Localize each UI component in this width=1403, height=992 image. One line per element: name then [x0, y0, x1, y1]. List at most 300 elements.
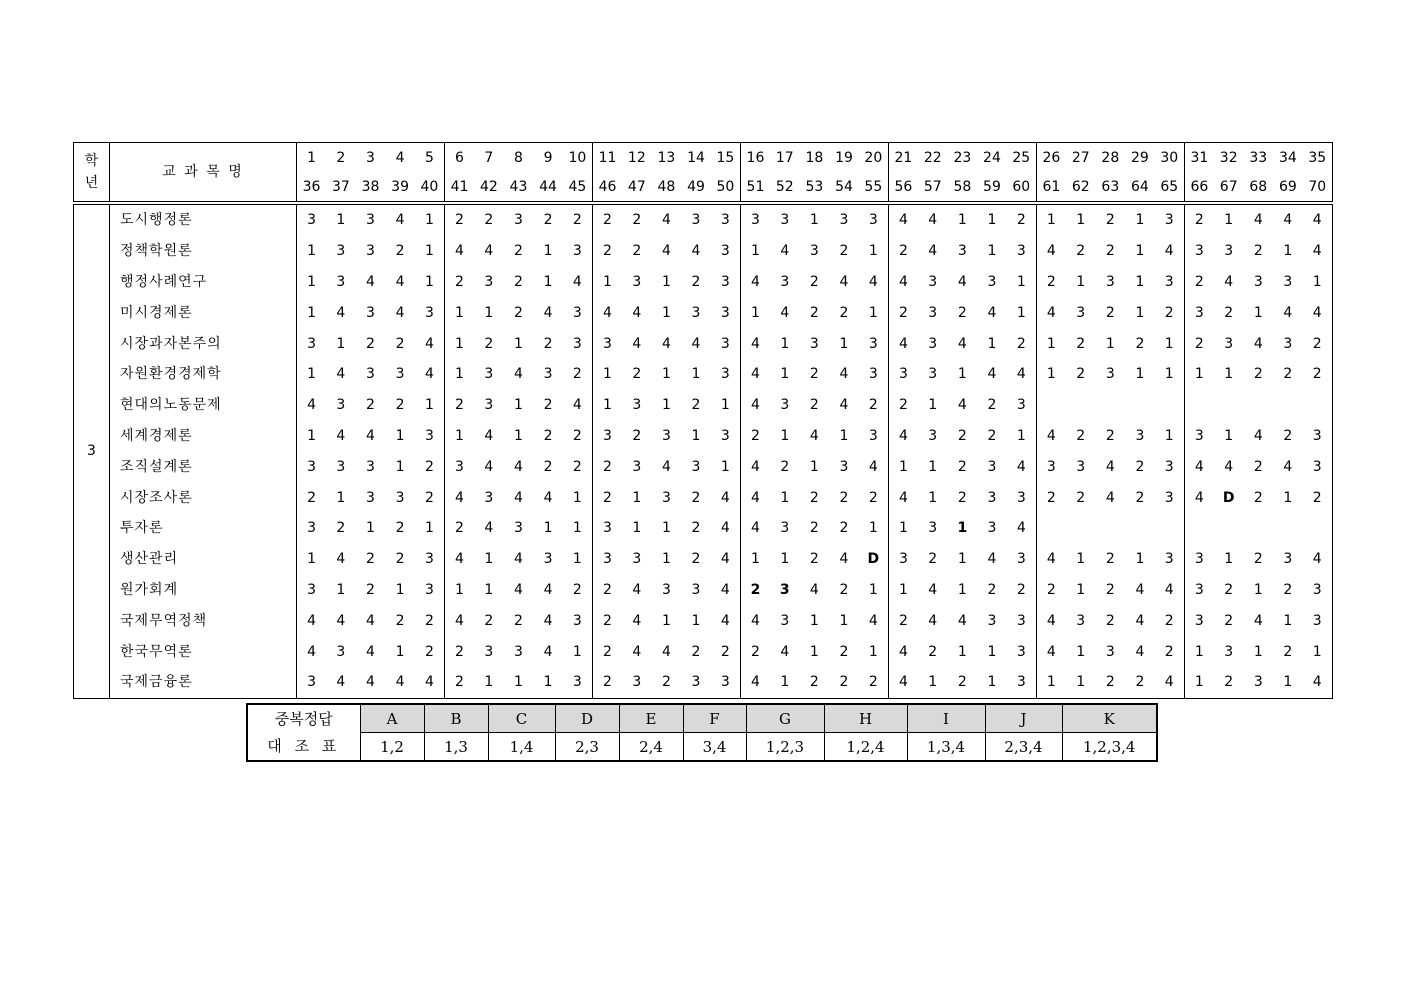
answer-cell: 2 — [592, 667, 622, 698]
answer-cell: 2 — [1105, 243, 1115, 260]
legend-title-line1: 중복정답 — [274, 709, 333, 728]
answer-cell: 4 — [1105, 458, 1115, 475]
answer-cell: 4 — [1253, 612, 1263, 629]
answer-cell: 1 — [513, 427, 523, 444]
answer-cell: 2 — [957, 304, 967, 321]
answer-cell: 1 — [928, 397, 938, 414]
answer-cell: 2 — [395, 397, 405, 414]
answer-cell: 2 — [603, 612, 612, 629]
answer-cell: 1 — [691, 427, 701, 444]
answer-cell: 4 — [543, 581, 553, 598]
question-number: 34 — [1273, 143, 1303, 173]
answer-cell: 1 — [543, 243, 553, 260]
answer-cell: 1 — [839, 335, 849, 352]
answer-cell: 3 — [1303, 575, 1333, 606]
answer-cell: 2 — [1046, 273, 1056, 290]
answer-cell: 2 — [957, 489, 967, 506]
answer-cell: 1 — [1253, 581, 1263, 598]
subject-name: 미시경제론 — [110, 297, 297, 328]
answer-cell: 2 — [513, 612, 523, 629]
question-number: 45 — [563, 172, 593, 203]
answer-cell: 1 — [977, 203, 1007, 236]
answer-cell: 3 — [563, 297, 593, 328]
answer-cell: 1 — [543, 520, 553, 537]
answer-cell: 2 — [987, 427, 997, 444]
answer-cell: 2 — [444, 203, 474, 236]
answer-cell: 2 — [948, 667, 978, 698]
answer-cell: 2 — [1135, 489, 1145, 506]
answer-cell: 4 — [336, 551, 346, 568]
answer-cell: 3 — [603, 520, 612, 537]
question-number: 29 — [1125, 143, 1155, 173]
answer-cell: 2 — [444, 667, 474, 698]
answer-cell: 2 — [928, 551, 938, 568]
answer-cell: 4 — [385, 203, 415, 236]
answer-cell: 1 — [859, 236, 889, 267]
answer-cell: 1 — [780, 366, 790, 383]
answer-cell: 2 — [1303, 482, 1333, 513]
answer-cell: 2 — [691, 643, 701, 660]
answer-cell: 2 — [839, 520, 849, 537]
answer-cell: 3 — [928, 520, 938, 537]
answer-cell: 2 — [1076, 243, 1086, 260]
answer-cell: 3 — [711, 297, 741, 328]
question-number: 11 — [592, 143, 622, 173]
legend-title — [247, 704, 360, 761]
answer-cell: 2 — [1214, 667, 1244, 698]
answer-cell: 4 — [513, 551, 523, 568]
answer-cell: 2 — [652, 667, 682, 698]
answer-cell: 2 — [711, 636, 741, 667]
answer-cell: 1 — [1224, 551, 1234, 568]
answer-cell: 2 — [839, 643, 849, 660]
answer-cell: 2 — [1184, 203, 1214, 236]
answer-cell: 2 — [1194, 273, 1204, 290]
answer-cell: 4 — [1155, 667, 1185, 698]
answer-cell: 3 — [711, 421, 741, 452]
answer-cell: 1 — [504, 667, 534, 698]
answer-cell: 2 — [829, 667, 859, 698]
question-number: 52 — [775, 178, 794, 195]
answer-cell: 3 — [1283, 551, 1293, 568]
answer-cell — [1184, 390, 1214, 421]
answer-cell: 4 — [1303, 203, 1333, 236]
answer-cell: 3 — [928, 427, 938, 444]
answer-key-table — [73, 142, 1333, 699]
answer-cell: 3 — [987, 489, 997, 506]
answer-cell: 1 — [1184, 667, 1214, 698]
answer-cell: 2 — [563, 203, 593, 236]
answer-cell: 2 — [691, 489, 701, 506]
legend-value: 1,2,4 — [824, 733, 907, 762]
question-number: 13 — [652, 143, 682, 173]
answer-cell: 4 — [543, 612, 553, 629]
answer-cell: 4 — [661, 643, 671, 660]
answer-cell: 3 — [987, 520, 997, 537]
answer-cell: 4 — [632, 612, 642, 629]
answer-cell — [1184, 513, 1214, 544]
answer-cell: 2 — [987, 397, 997, 414]
answer-cell: 2 — [750, 581, 761, 598]
answer-cell: 2 — [543, 397, 553, 414]
answer-cell: 3 — [366, 304, 375, 321]
answer-cell: 2 — [898, 243, 908, 260]
answer-cell: 4 — [957, 273, 967, 290]
answer-cell: 1 — [977, 667, 1007, 698]
answer-cell: 3 — [632, 273, 642, 290]
answer-cell: 3 — [484, 489, 494, 506]
question-number: 3 — [356, 143, 386, 173]
answer-cell: 2 — [839, 304, 849, 321]
grade-value: 3 — [74, 203, 110, 698]
answer-cell: 2 — [809, 551, 819, 568]
question-number: 9 — [533, 143, 563, 173]
answer-cell: 4 — [898, 427, 908, 444]
answer-cell: 3 — [1194, 243, 1204, 260]
answer-cell: 4 — [780, 243, 790, 260]
question-number: 49 — [687, 178, 705, 195]
question-number: 28 — [1096, 143, 1126, 173]
answer-cell: 1 — [928, 458, 938, 475]
answer-cell: 2 — [1007, 575, 1037, 606]
answer-cell: 2 — [1155, 605, 1185, 636]
answer-cell: 3 — [415, 544, 445, 575]
answer-cell: 1 — [603, 366, 612, 383]
answer-cell: 3 — [307, 458, 316, 475]
answer-cell: 1 — [415, 236, 445, 267]
answer-cell: 1 — [1303, 636, 1333, 667]
answer-cell: 4 — [839, 273, 849, 290]
answer-cell: 4 — [1303, 667, 1333, 698]
answer-cell: 1 — [455, 335, 464, 352]
answer-cell: 3 — [859, 203, 889, 236]
answer-cell: 4 — [632, 335, 642, 352]
answer-cell: 4 — [366, 427, 375, 444]
question-number: 67 — [1219, 178, 1238, 195]
answer-cell: 4 — [484, 458, 494, 475]
answer-cell: 3 — [691, 304, 701, 321]
answer-cell: 1 — [691, 612, 701, 629]
answer-cell: 4 — [888, 667, 918, 698]
subject-name: 생산관리 — [110, 544, 297, 575]
answer-cell: 4 — [1046, 643, 1056, 660]
answer-cell: 4 — [898, 643, 908, 660]
answer-cell: 1 — [898, 458, 908, 475]
answer-cell: 1 — [661, 304, 671, 321]
answer-cell: 1 — [1135, 366, 1145, 383]
question-number: 31 — [1184, 143, 1214, 173]
answer-cell: 1 — [1135, 304, 1145, 321]
answer-cell: 3 — [603, 335, 612, 352]
answer-cell: 2 — [898, 304, 908, 321]
answer-cell: 4 — [543, 643, 553, 660]
question-number: 22 — [918, 143, 948, 173]
answer-cell: 1 — [987, 643, 997, 660]
answer-cell: 2 — [1007, 328, 1037, 359]
answer-cell: 1 — [513, 335, 523, 352]
answer-cell: 2 — [1105, 551, 1115, 568]
answer-cell: 4 — [661, 243, 671, 260]
answer-cell — [1155, 513, 1185, 544]
answer-cell: 1 — [928, 489, 938, 506]
question-number: 33 — [1244, 143, 1274, 173]
answer-cell: 2 — [859, 667, 889, 698]
legend-value: 2,4 — [619, 733, 683, 762]
answer-cell: 1 — [661, 273, 671, 290]
answer-cell: 2 — [513, 243, 523, 260]
answer-cell: 1 — [336, 581, 346, 598]
answer-cell: 3 — [1105, 643, 1115, 660]
answer-cell: 3 — [297, 667, 327, 698]
answer-cell: 1 — [1303, 267, 1333, 298]
answer-cell: 3 — [1303, 451, 1333, 482]
answer-cell: 3 — [661, 489, 671, 506]
answer-cell: 3 — [543, 366, 553, 383]
answer-cell: 1 — [750, 304, 760, 321]
answer-cell: 4 — [307, 397, 316, 414]
answer-cell: 4 — [928, 612, 938, 629]
answer-cell: 2 — [543, 427, 553, 444]
answer-cell: 4 — [750, 273, 760, 290]
answer-cell: 4 — [987, 366, 997, 383]
answer-cell: 1 — [1155, 421, 1185, 452]
answer-cell: 1 — [395, 643, 405, 660]
answer-cell: 4 — [307, 643, 316, 660]
answer-cell: 3 — [1155, 267, 1185, 298]
answer-cell: 3 — [928, 335, 938, 352]
answer-cell: 4 — [336, 427, 346, 444]
answer-cell: 1 — [1105, 335, 1115, 352]
answer-cell: 3 — [1194, 612, 1204, 629]
answer-cell: 4 — [563, 390, 593, 421]
answer-cell: 3 — [661, 581, 671, 598]
subject-row — [74, 236, 1333, 267]
answer-cell: 2 — [632, 243, 642, 260]
answer-cell: 2 — [1076, 489, 1086, 506]
question-number: 50 — [711, 172, 741, 203]
legend-value: 1,3 — [424, 733, 488, 762]
answer-cell: 3 — [336, 273, 346, 290]
answer-cell — [1214, 390, 1244, 421]
answer-cell: 2 — [395, 335, 405, 352]
answer-cell: 1 — [780, 427, 790, 444]
answer-cell: 3 — [504, 203, 534, 236]
answer-cell: 2 — [809, 520, 819, 537]
subject-row — [74, 482, 1333, 513]
answer-cell: 3 — [780, 520, 790, 537]
answer-cell: 3 — [1224, 643, 1234, 660]
question-number: 48 — [657, 178, 676, 195]
answer-cell: 3 — [711, 236, 741, 267]
legend-value: 1,2 — [360, 733, 424, 762]
answer-cell: 1 — [395, 427, 405, 444]
answer-cell: 2 — [366, 397, 375, 414]
answer-cell: 2 — [1105, 612, 1115, 629]
answer-cell: 4 — [632, 643, 642, 660]
answer-cell: 3 — [711, 267, 741, 298]
answer-cell: 3 — [661, 427, 671, 444]
question-number: 19 — [829, 143, 859, 173]
answer-cell: 3 — [1224, 243, 1234, 260]
answer-cell: 2 — [1253, 243, 1263, 260]
answer-cell — [1066, 513, 1096, 544]
answer-cell: 4 — [455, 612, 464, 629]
answer-cell: 1 — [780, 335, 790, 352]
answer-cell: 1 — [1007, 267, 1037, 298]
answer-cell: 2 — [455, 643, 464, 660]
answer-cell: 2 — [750, 643, 760, 660]
answer-cell: 1 — [307, 273, 316, 290]
answer-cell: 2 — [1283, 643, 1293, 660]
answer-cell: 4 — [484, 427, 494, 444]
answer-cell: 4 — [1244, 203, 1274, 236]
answer-cell: 4 — [415, 359, 445, 390]
answer-cell: 2 — [859, 390, 889, 421]
answer-cell: 4 — [859, 605, 889, 636]
question-number: 24 — [977, 143, 1007, 173]
multiple-answer-legend-table — [246, 703, 1158, 762]
answer-cell: 3 — [1007, 482, 1037, 513]
answer-cell: 2 — [603, 458, 612, 475]
answer-cell: 2 — [809, 366, 819, 383]
answer-cell: 1 — [1135, 273, 1145, 290]
answer-cell: 3 — [563, 605, 593, 636]
answer-cell: 3 — [957, 243, 967, 260]
subject-name: 정책학원론 — [110, 236, 297, 267]
answer-cell: 2 — [474, 203, 504, 236]
question-number: 69 — [1278, 178, 1297, 195]
answer-cell: 3 — [297, 203, 327, 236]
answer-cell: 3 — [1076, 458, 1086, 475]
answer-cell: 4 — [415, 328, 445, 359]
answer-cell: 3 — [563, 667, 593, 698]
answer-cell: 2 — [898, 397, 908, 414]
answer-cell: 4 — [918, 203, 948, 236]
answer-cell: 3 — [691, 581, 701, 598]
answer-cell: 3 — [1283, 335, 1293, 352]
answer-cell: 4 — [385, 667, 415, 698]
answer-cell: 1 — [800, 203, 830, 236]
legend-code: D — [555, 704, 619, 733]
answer-cell: 1 — [1135, 551, 1145, 568]
answer-cell: 4 — [1224, 273, 1234, 290]
question-number: 70 — [1303, 172, 1333, 203]
answer-cell: 3 — [484, 643, 494, 660]
answer-cell: 1 — [1066, 203, 1096, 236]
subject-row — [74, 390, 1333, 421]
subject-row — [74, 267, 1333, 298]
answer-cell: 4 — [1046, 304, 1056, 321]
answer-cell: 1 — [1283, 489, 1293, 506]
subject-name: 행정사례연구 — [110, 267, 297, 298]
answer-cell: 3 — [859, 359, 889, 390]
answer-cell: 3 — [839, 458, 849, 475]
answer-cell: 4 — [1135, 581, 1145, 598]
answer-cell: 2 — [415, 605, 445, 636]
subject-name: 국제무역정책 — [110, 605, 297, 636]
answer-cell: 3 — [563, 328, 593, 359]
answer-cell: 2 — [395, 612, 405, 629]
answer-cell: 1 — [1046, 335, 1056, 352]
subject-row — [74, 513, 1333, 544]
answer-cell: 2 — [603, 489, 612, 506]
answer-cell: 2 — [1283, 581, 1293, 598]
answer-cell: 3 — [770, 203, 800, 236]
answer-cell: 2 — [957, 458, 967, 475]
answer-cell: 1 — [603, 397, 612, 414]
answer-cell: 3 — [829, 203, 859, 236]
answer-cell: 1 — [455, 366, 464, 383]
answer-cell: 1 — [750, 243, 760, 260]
answer-cell: 2 — [563, 359, 593, 390]
answer-cell: 1 — [957, 551, 967, 568]
answer-cell: 3 — [711, 203, 741, 236]
answer-cell: 1 — [661, 551, 671, 568]
answer-cell: 4 — [1135, 612, 1145, 629]
question-number: 41 — [450, 178, 469, 195]
answer-cell: 2 — [484, 612, 494, 629]
answer-cell: 4 — [543, 489, 553, 506]
question-number: 39 — [391, 178, 409, 195]
answer-cell: 4 — [1253, 335, 1263, 352]
answer-cell: 3 — [928, 273, 938, 290]
question-number: 25 — [1007, 143, 1037, 173]
answer-cell: 1 — [563, 544, 593, 575]
answer-cell: 4 — [859, 267, 889, 298]
answer-cell: 4 — [691, 243, 701, 260]
question-number: 6 — [444, 143, 474, 173]
answer-cell: 3 — [1076, 612, 1086, 629]
answer-cell: 3 — [1155, 451, 1185, 482]
grade-header: 학 년 — [74, 143, 110, 204]
answer-cell: 3 — [632, 397, 642, 414]
answer-cell: 2 — [1046, 489, 1056, 506]
answer-cell: 1 — [691, 366, 701, 383]
answer-cell — [1273, 390, 1303, 421]
answer-cell: 1 — [859, 297, 889, 328]
legend-code: H — [824, 704, 907, 733]
answer-cell: 4 — [543, 304, 553, 321]
answer-cell: 1 — [1076, 643, 1086, 660]
answer-cell: 4 — [839, 397, 849, 414]
answer-cell: 1 — [366, 520, 375, 537]
answer-cell: 1 — [1253, 643, 1263, 660]
legend-code: J — [985, 704, 1062, 733]
answer-cell: 4 — [740, 667, 770, 698]
answer-cell: 1 — [859, 636, 889, 667]
answer-cell: 2 — [809, 304, 819, 321]
answer-cell: 3 — [1244, 667, 1274, 698]
question-number: 36 — [302, 178, 321, 195]
answer-cell: 4 — [1283, 458, 1293, 475]
answer-cell: 4 — [750, 335, 760, 352]
answer-cell: 4 — [750, 612, 760, 629]
answer-cell: 3 — [711, 359, 741, 390]
answer-cell: 4 — [859, 451, 889, 482]
answer-cell: 1 — [307, 551, 316, 568]
answer-cell: 4 — [1046, 551, 1056, 568]
answer-cell: 3 — [779, 581, 790, 598]
answer-cell: 2 — [691, 397, 701, 414]
answer-cell: 2 — [543, 458, 553, 475]
answer-cell: 2 — [366, 335, 375, 352]
answer-cell: 4 — [455, 243, 464, 260]
answer-cell: 2 — [780, 458, 790, 475]
answer-cell: 1 — [307, 366, 316, 383]
answer-cell — [1155, 390, 1185, 421]
answer-cell: 4 — [780, 304, 790, 321]
answer-cell: 1 — [859, 513, 889, 544]
